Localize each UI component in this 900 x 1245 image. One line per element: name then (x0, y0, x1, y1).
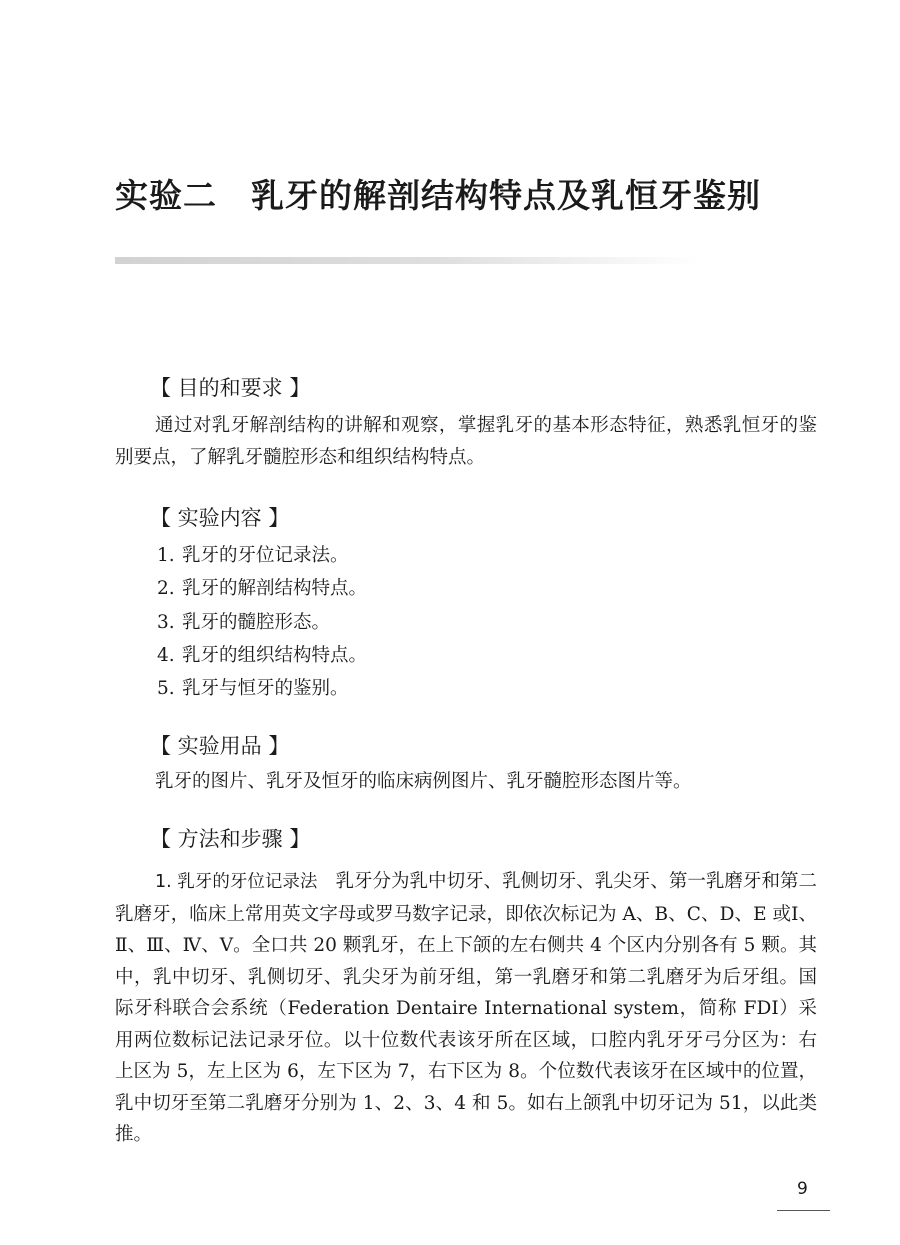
step1-label: 1. 乳牙的牙位记录法 (155, 872, 318, 892)
chapter-title-text: 乳牙的解剖结构特点及乳恒牙鉴别 (251, 176, 761, 215)
list-item (157, 539, 367, 572)
step1-text: 乳牙分为乳中切牙、乳侧切牙、乳尖牙、第一乳磨牙和第二乳磨牙，临床上常用英文字母或罗马数字记录，即依次标记为 A、B、C、D、E 或Ⅰ、Ⅱ、Ⅲ、Ⅳ、Ⅴ。全口共 20 颗乳牙，在上下颌的左右侧共 4 个区内分别各有 5 颗。其中，乳中切牙、乳侧切牙、乳尖牙为前牙组，第一乳磨牙和第二乳磨牙为后牙组。国际牙科联合会系统（Federation Dentaire International system，简称 FDI）采用两位数标记法记录牙位。以十位数代表该牙所在区域，口腔内乳牙牙弓分区为：右上区为 5，左上区为 6，左下区为 7，右下区为 8。个位数代表该牙在区域中的位置，乳中切牙至第二乳磨牙分别为 1、2、3、4 和 5。如右上颌乳中切牙记为 51，以此类推。 (115, 871, 817, 1145)
objectives-paragraph: 通过对乳牙解剖结构的讲解和观察，掌握乳牙的基本形态特征，熟悉乳恒牙的鉴别要点，了解乳牙髓腔形态和组织结构特点。 (115, 415, 817, 468)
list-item-text: 乳牙的解剖结构特点。 (182, 578, 368, 600)
list-item-number: 2. (157, 578, 175, 600)
contents-list (157, 539, 367, 705)
list-item (157, 639, 367, 672)
list-item-text: 乳牙的组织结构特点。 (182, 644, 368, 666)
methods-step1-paragraph (115, 866, 817, 1151)
list-item-number: 1. (157, 545, 175, 566)
page-number: 9 (797, 1179, 808, 1199)
list-item-text: 乳牙的牙位记录法。 (182, 545, 349, 566)
list-item-number: 4. (157, 644, 175, 666)
chapter-title (115, 170, 761, 217)
list-item (157, 606, 367, 639)
contents-heading: 【 实验内容 】 (150, 506, 290, 530)
footer-rule (777, 1210, 830, 1211)
chapter-number: 实验二 (115, 176, 217, 215)
list-item-number: 5. (157, 678, 175, 700)
list-item-text: 乳牙与恒牙的鉴别。 (182, 678, 349, 700)
list-item (157, 672, 367, 705)
materials-heading: 【 实验用品 】 (150, 734, 290, 758)
materials-paragraph: 乳牙的图片、乳牙及恒牙的临床病例图片、乳牙髓腔形态图片等。 (155, 771, 692, 792)
methods-heading: 【 方法和步骤 】 (150, 827, 311, 851)
list-item (157, 572, 367, 605)
objectives-heading: 【 目的和要求 】 (150, 376, 311, 400)
list-item-text: 乳牙的髓腔形态。 (182, 611, 331, 633)
list-item-number: 3. (157, 611, 175, 633)
title-underline-bar (115, 257, 700, 264)
